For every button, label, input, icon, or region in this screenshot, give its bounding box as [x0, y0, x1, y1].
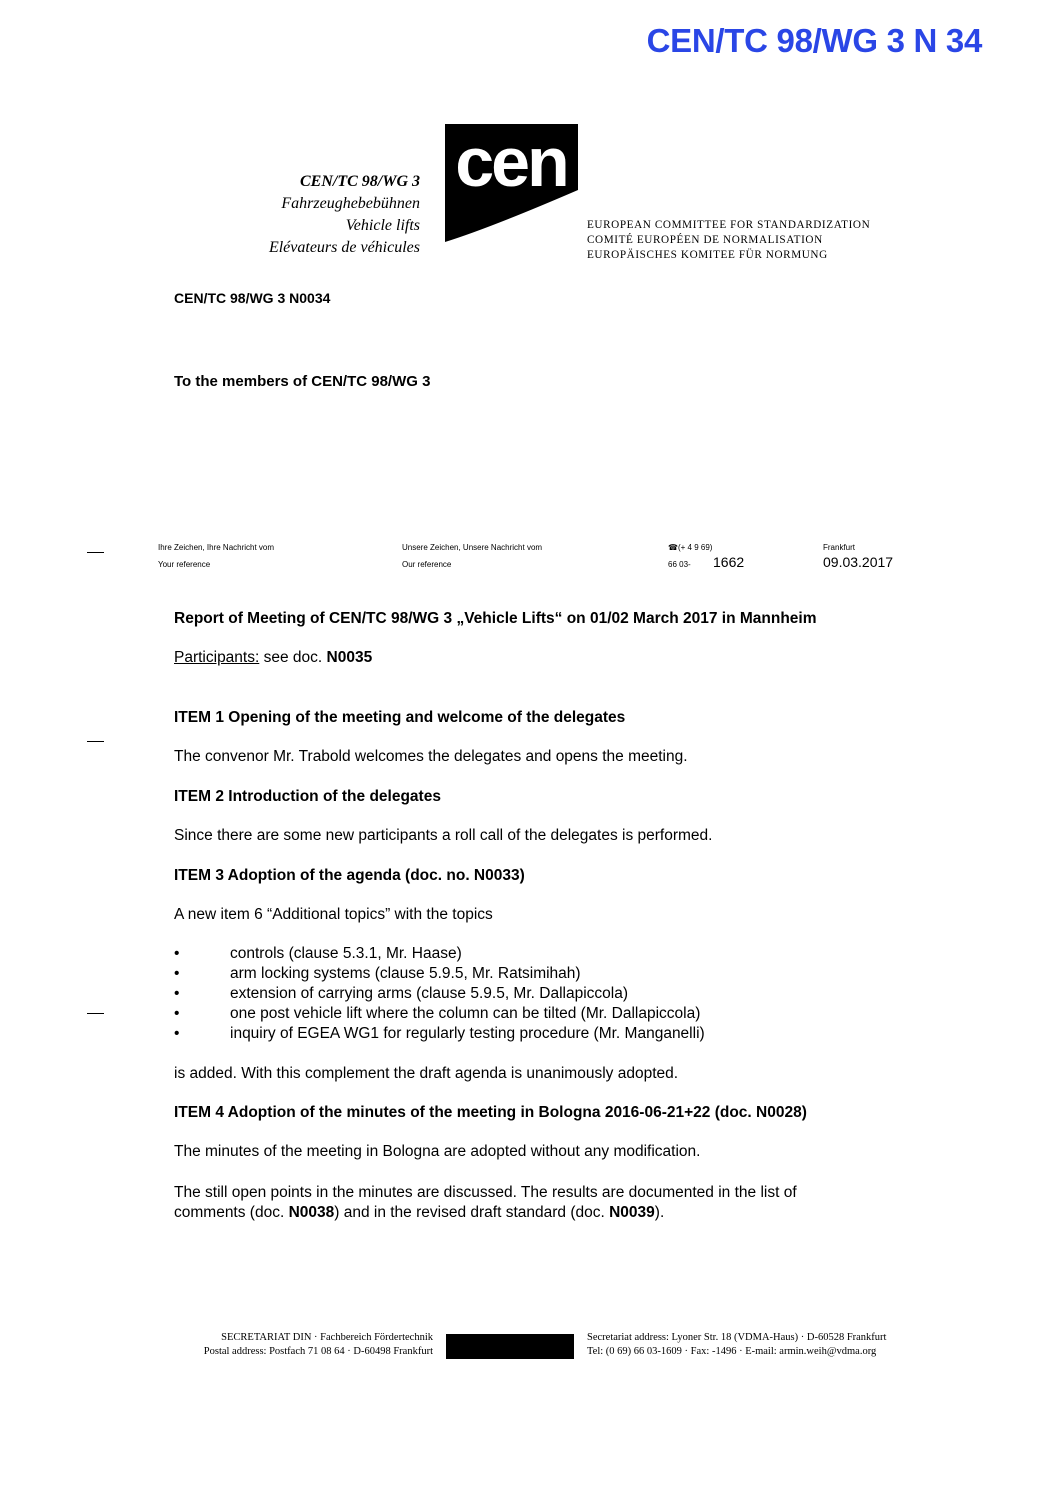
organization-name-french: COMITÉ EUROPÉEN DE NORMALISATION: [587, 234, 823, 246]
cen-logo: [445, 124, 578, 258]
phone-prefix: 66 03-: [668, 560, 691, 569]
fold-mark: [87, 1013, 104, 1014]
list-item: [174, 944, 894, 964]
footer-secretariat: [204, 1331, 433, 1359]
list-item: [174, 964, 894, 984]
cen-logo-graphic: [445, 124, 578, 258]
title-english: Vehicle lifts: [345, 217, 420, 234]
fold-mark: [87, 741, 104, 742]
title-german: Fahrzeughebebühnen: [281, 195, 420, 212]
document-date: 09.03.2017: [823, 554, 894, 570]
list-item-text: extension of carrying arms (clause 5.9.5, Mr. Dallapiccola): [230, 985, 628, 1002]
organization-names: [587, 218, 870, 263]
your-reference-label-de: Ihre Zeichen, Ihre Nachricht vom: [158, 543, 275, 552]
item4-text-2-line2: [174, 1203, 797, 1223]
item4-text-2-part: ) and in the revised draft standard (doc.: [334, 1204, 610, 1221]
participants-text: see doc.: [259, 649, 327, 666]
item4-text-2-line1: The still open points in the minutes are discussed. The results are documented in the list of: [174, 1184, 797, 1201]
bullet-dot: •: [174, 945, 180, 962]
working-group-name: CEN/TC 98/WG 3: [299, 173, 420, 190]
bullet-dot: •: [174, 1005, 180, 1022]
list-item: [174, 984, 894, 1004]
fold-mark: [87, 552, 104, 553]
item4-text-2-part: ).: [654, 1204, 665, 1221]
footer-contact-line2: Tel: (0 69) 66 03-1609 · Fax: -1496 · E-mail: armin.weih@vdma.org: [587, 1346, 877, 1357]
phone-extension: 1662: [713, 554, 745, 570]
place-label: Frankfurt: [823, 543, 856, 552]
recipient-line: To the members of CEN/TC 98/WG 3: [174, 373, 431, 390]
footer-contact-line1: Secretariat address: Lyoner Str. 18 (VDMA-Haus) · D-60528 Frankfurt: [587, 1332, 887, 1343]
bullet-dot: •: [174, 1025, 180, 1042]
item4-text-2: [174, 1183, 797, 1223]
list-item: [174, 1024, 894, 1044]
footer-black-bar: [446, 1334, 574, 1359]
organization-name-german: EUROPÄISCHES KOMITEE FÜR NORMUNG: [587, 249, 828, 261]
item2-heading: ITEM 2 Introduction of the delegates: [174, 788, 441, 805]
footer-secretariat-line2: Postal address: Postfach 71 08 64 · D-60498 Frankfurt: [203, 1346, 433, 1357]
item4-text-2-part: comments (doc.: [174, 1204, 289, 1221]
participants-doc: N0035: [326, 649, 373, 666]
list-item-text: inquiry of EGEA WG1 for regularly testing procedure (Mr. Manganelli): [230, 1025, 705, 1042]
participants-line: [174, 648, 372, 668]
report-title: Report of Meeting of CEN/TC 98/WG 3 „Vehicle Lifts“ on 01/02 March 2017 in Mannheim: [174, 610, 817, 627]
list-item-text: controls (clause 5.3.1, Mr. Haase): [230, 945, 462, 962]
our-reference-label-de: Unsere Zeichen, Unsere Nachricht vom: [402, 543, 543, 552]
bullet-dot: •: [174, 985, 180, 1002]
logo-text: cen: [455, 124, 567, 201]
item1-text: The convenor Mr. Trabold welcomes the delegates and opens the meeting.: [174, 748, 688, 765]
item1-heading: ITEM 1 Opening of the meeting and welcome of the delegates: [174, 709, 626, 726]
title-french: Elévateurs de véhicules: [268, 239, 420, 256]
participants-label: Participants:: [174, 649, 260, 666]
your-reference-label-en: Your reference: [158, 560, 211, 569]
working-group-block: [269, 171, 420, 259]
our-reference-label-en: Our reference: [402, 560, 452, 569]
footer-contact: [587, 1331, 886, 1359]
item4-text: The minutes of the meeting in Bologna are adopted without any modification.: [174, 1143, 701, 1160]
item3-heading: ITEM 3 Adoption of the agenda (doc. no. N0033): [174, 867, 525, 884]
document-reference: CEN/TC 98/WG 3 N0034: [174, 290, 331, 306]
list-item-text: arm locking systems (clause 5.9.5, Mr. Ratsimihah): [230, 965, 581, 982]
item2-text: Since there are some new participants a roll call of the delegates is performed.: [174, 827, 713, 844]
document-number: CEN/TC 98/WG 3 N 34: [646, 22, 982, 59]
item4-doc-comments: N0038: [288, 1204, 335, 1221]
footer-secretariat-line1: SECRETARIAT DIN · Fachbereich Fördertechnik: [221, 1332, 433, 1343]
organization-name-english: EUROPEAN COMMITTEE FOR STANDARDIZATION: [587, 219, 871, 231]
phone-label: ☎(+ 4 9 69): [668, 543, 713, 552]
item4-heading: ITEM 4 Adoption of the minutes of the meeting in Bologna 2016-06-21+22 (doc. N0028): [174, 1104, 807, 1121]
item3-intro: A new item 6 “Additional topics” with the topics: [174, 906, 493, 923]
bullet-dot: •: [174, 965, 180, 982]
item4-doc-draft: N0039: [609, 1204, 655, 1221]
topics-list: [174, 944, 894, 1044]
list-item: [174, 1004, 894, 1024]
list-item-text: one post vehicle lift where the column can be tilted (Mr. Dallapiccola): [230, 1005, 701, 1022]
item3-outro: is added. With this complement the draft agenda is unanimously adopted.: [174, 1065, 679, 1082]
